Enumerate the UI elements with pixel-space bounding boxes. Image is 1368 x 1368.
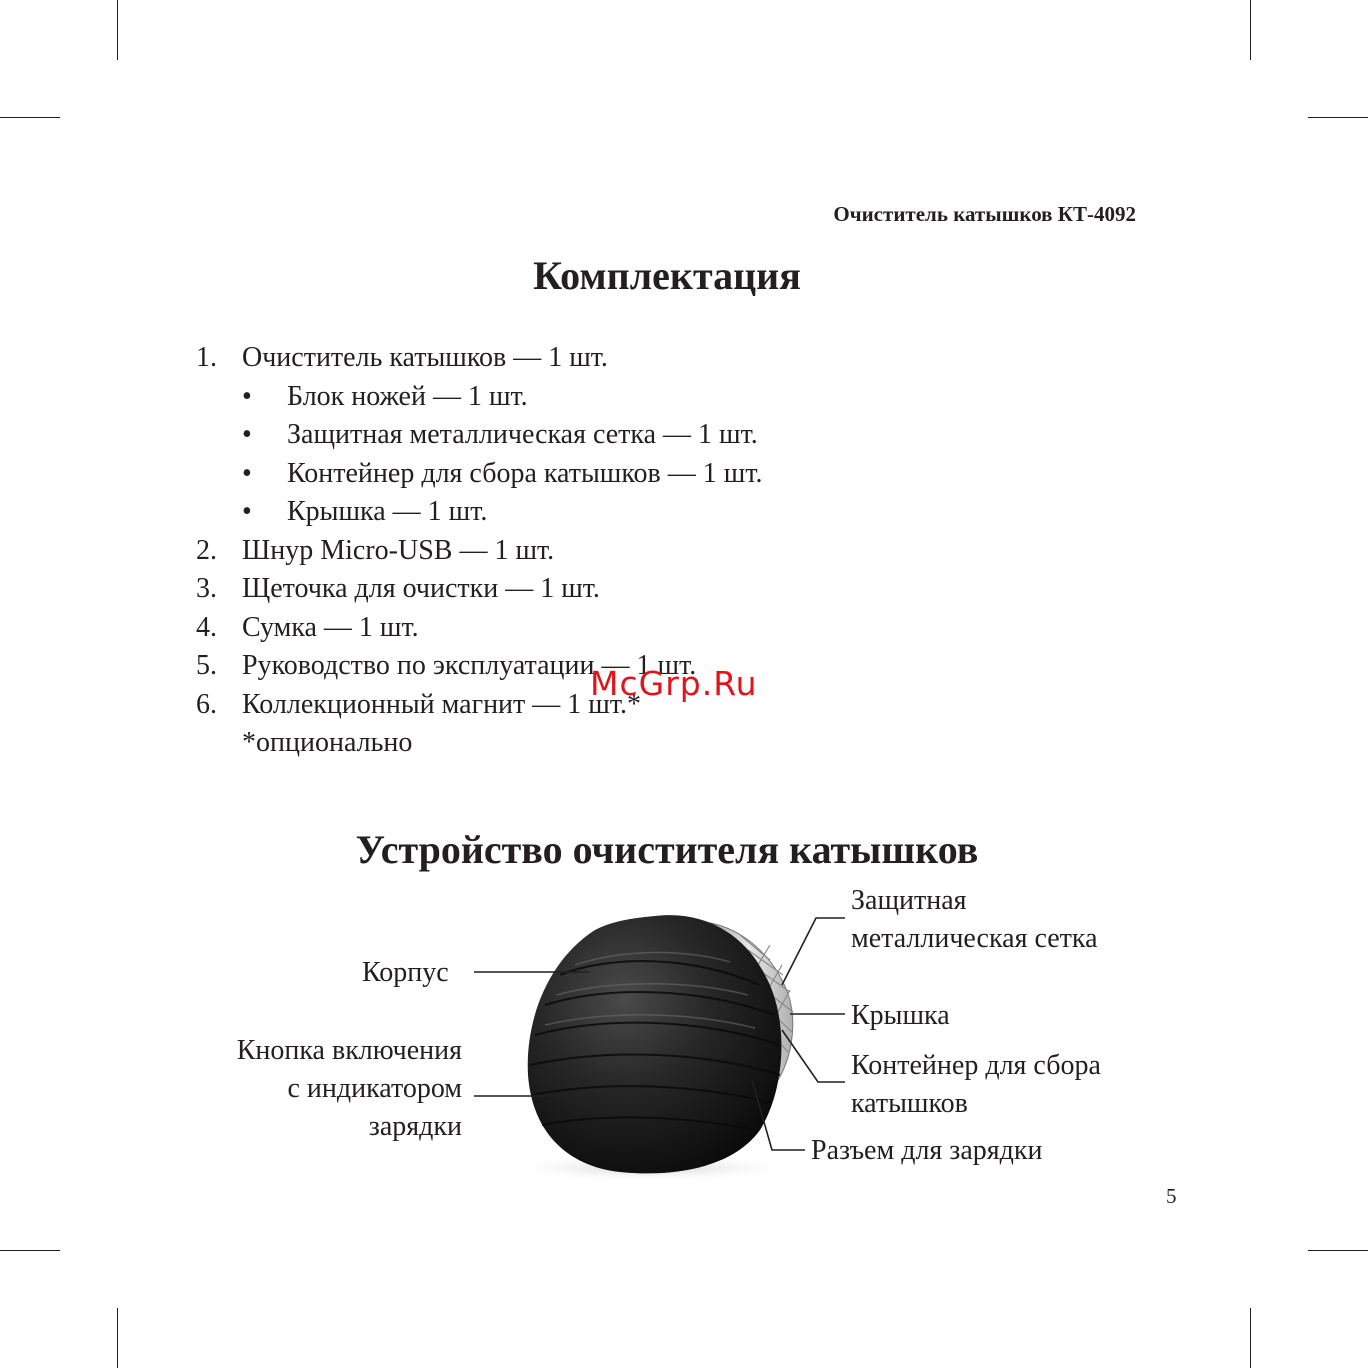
list-item-text: Коллекционный магнит — 1 шт.* (242, 689, 641, 720)
footnote-text: *опционально (242, 727, 413, 758)
list-marker: 3. (196, 573, 217, 604)
list-marker: • (242, 496, 252, 527)
list-item-text: Очиститель катышков — 1 шт. (242, 342, 608, 373)
label-mesh: Защитная металлическая сетка (851, 885, 1098, 954)
list-item-text: Блок ножей — 1 шт. (287, 381, 528, 412)
running-header: Очиститель катышков КТ-4092 (833, 202, 1136, 226)
list-marker: 2. (196, 535, 217, 566)
label-power-button: Кнопка включения с индикатором зарядки (236, 1035, 462, 1142)
list-item-text: Шнур Micro-USB — 1 шт. (242, 535, 555, 566)
list-item-text: Защитная металлическая сетка — 1 шт. (287, 419, 758, 450)
list-item-text: Контейнер для сбора катышков — 1 шт. (287, 458, 763, 489)
page-number: 5 (1166, 1184, 1177, 1208)
list-item-text: Крышка — 1 шт. (287, 496, 488, 527)
label-body: Корпус (362, 957, 449, 988)
section-title-device: Устройство очистителя катышков (355, 827, 979, 872)
list-item-text: Руководство по эксплуатации — 1 шт. (242, 650, 697, 681)
label-charging-port: Разъем для зарядки (811, 1135, 1043, 1166)
device-body (528, 915, 782, 1173)
label-lid: Крышка (851, 1000, 950, 1031)
list-item-text: Сумка — 1 шт. (242, 612, 419, 643)
watermark: McGrp.Ru (590, 664, 758, 703)
list-marker: 5. (196, 650, 217, 681)
list-marker: 1. (196, 342, 217, 373)
list-marker: 4. (196, 612, 217, 643)
list-marker: • (242, 458, 252, 489)
section-title-contents: Комплектация (533, 253, 801, 298)
list-marker: • (242, 419, 252, 450)
label-container: Контейнер для сбора катышков (851, 1050, 1101, 1119)
list-marker: 6. (196, 689, 217, 720)
list-marker: • (242, 381, 252, 412)
list-item-text: Щеточка для очистки — 1 шт. (242, 573, 600, 604)
